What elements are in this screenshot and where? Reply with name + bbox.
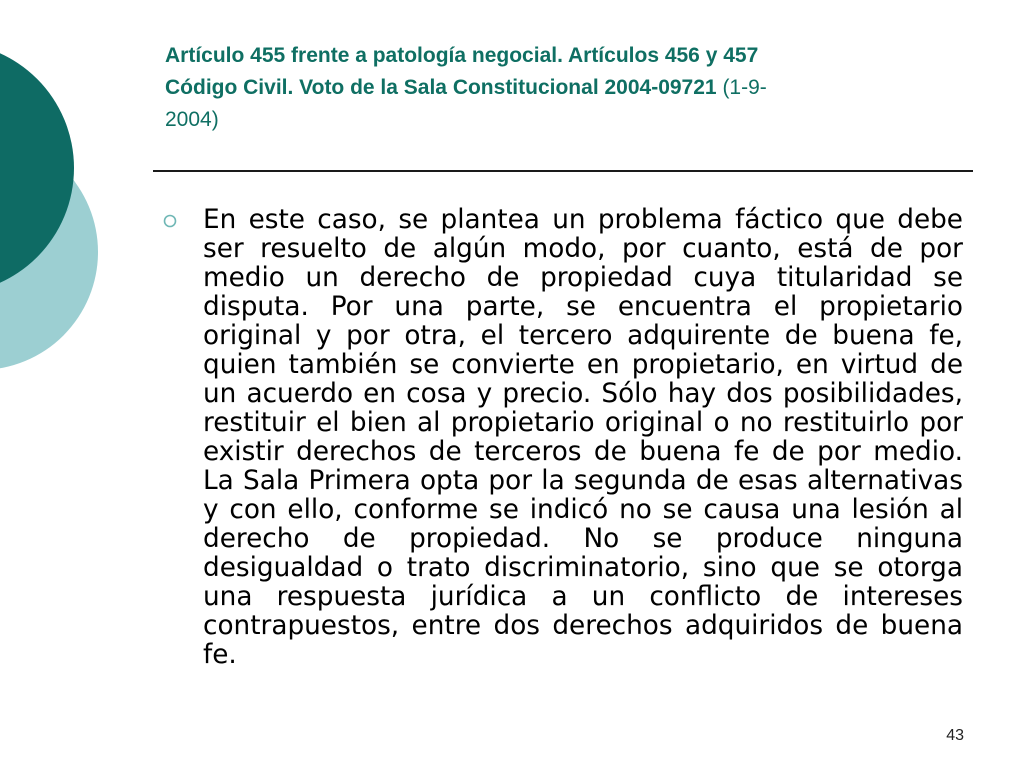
hollow-circle-bullet-icon xyxy=(163,214,177,228)
slide-title xyxy=(165,40,925,136)
page-number: 43 xyxy=(946,727,964,744)
title-date-end: 2004) xyxy=(165,108,219,131)
title-line-2 xyxy=(165,72,925,104)
title-date-start: (1-9- xyxy=(722,76,767,99)
title-line-1: Artículo 455 frente a patología negocial. Artículos 456 y 457 xyxy=(165,44,759,67)
title-line-2-bold: Código Civil. Voto de la Sala Constitucional 2004-09721 xyxy=(165,76,717,99)
bullet-item xyxy=(163,206,963,670)
body-paragraph: En este caso, se plantea un problema fáctico que debe ser resuelto de algún modo, por cuanto, está de por medio un derecho de propiedad cuya titularidad se disputa. Por una parte, se encuentra el propietario original y por otra, el tercero adquirente de buena fe, quien también se convierte en propietario, en virtud de un acuerdo en cosa y precio. Sólo hay dos posibilidades, restituir el bien al propietario original o no restituirlo por existir derechos de terceros de buena fe de por medio. La Sala Primera opta por la segunda de esas alternativas y con ello, conforme se indicó no se causa una lesión al derecho de propiedad. No se produce ninguna desigualdad o trato discriminatorio, sino que se otorga una respuesta jurídica a un conflicto de intereses contrapuestos, entre dos derechos adquiridos de buena fe. xyxy=(203,205,963,670)
decorative-circles xyxy=(0,0,110,420)
title-divider xyxy=(153,170,973,172)
